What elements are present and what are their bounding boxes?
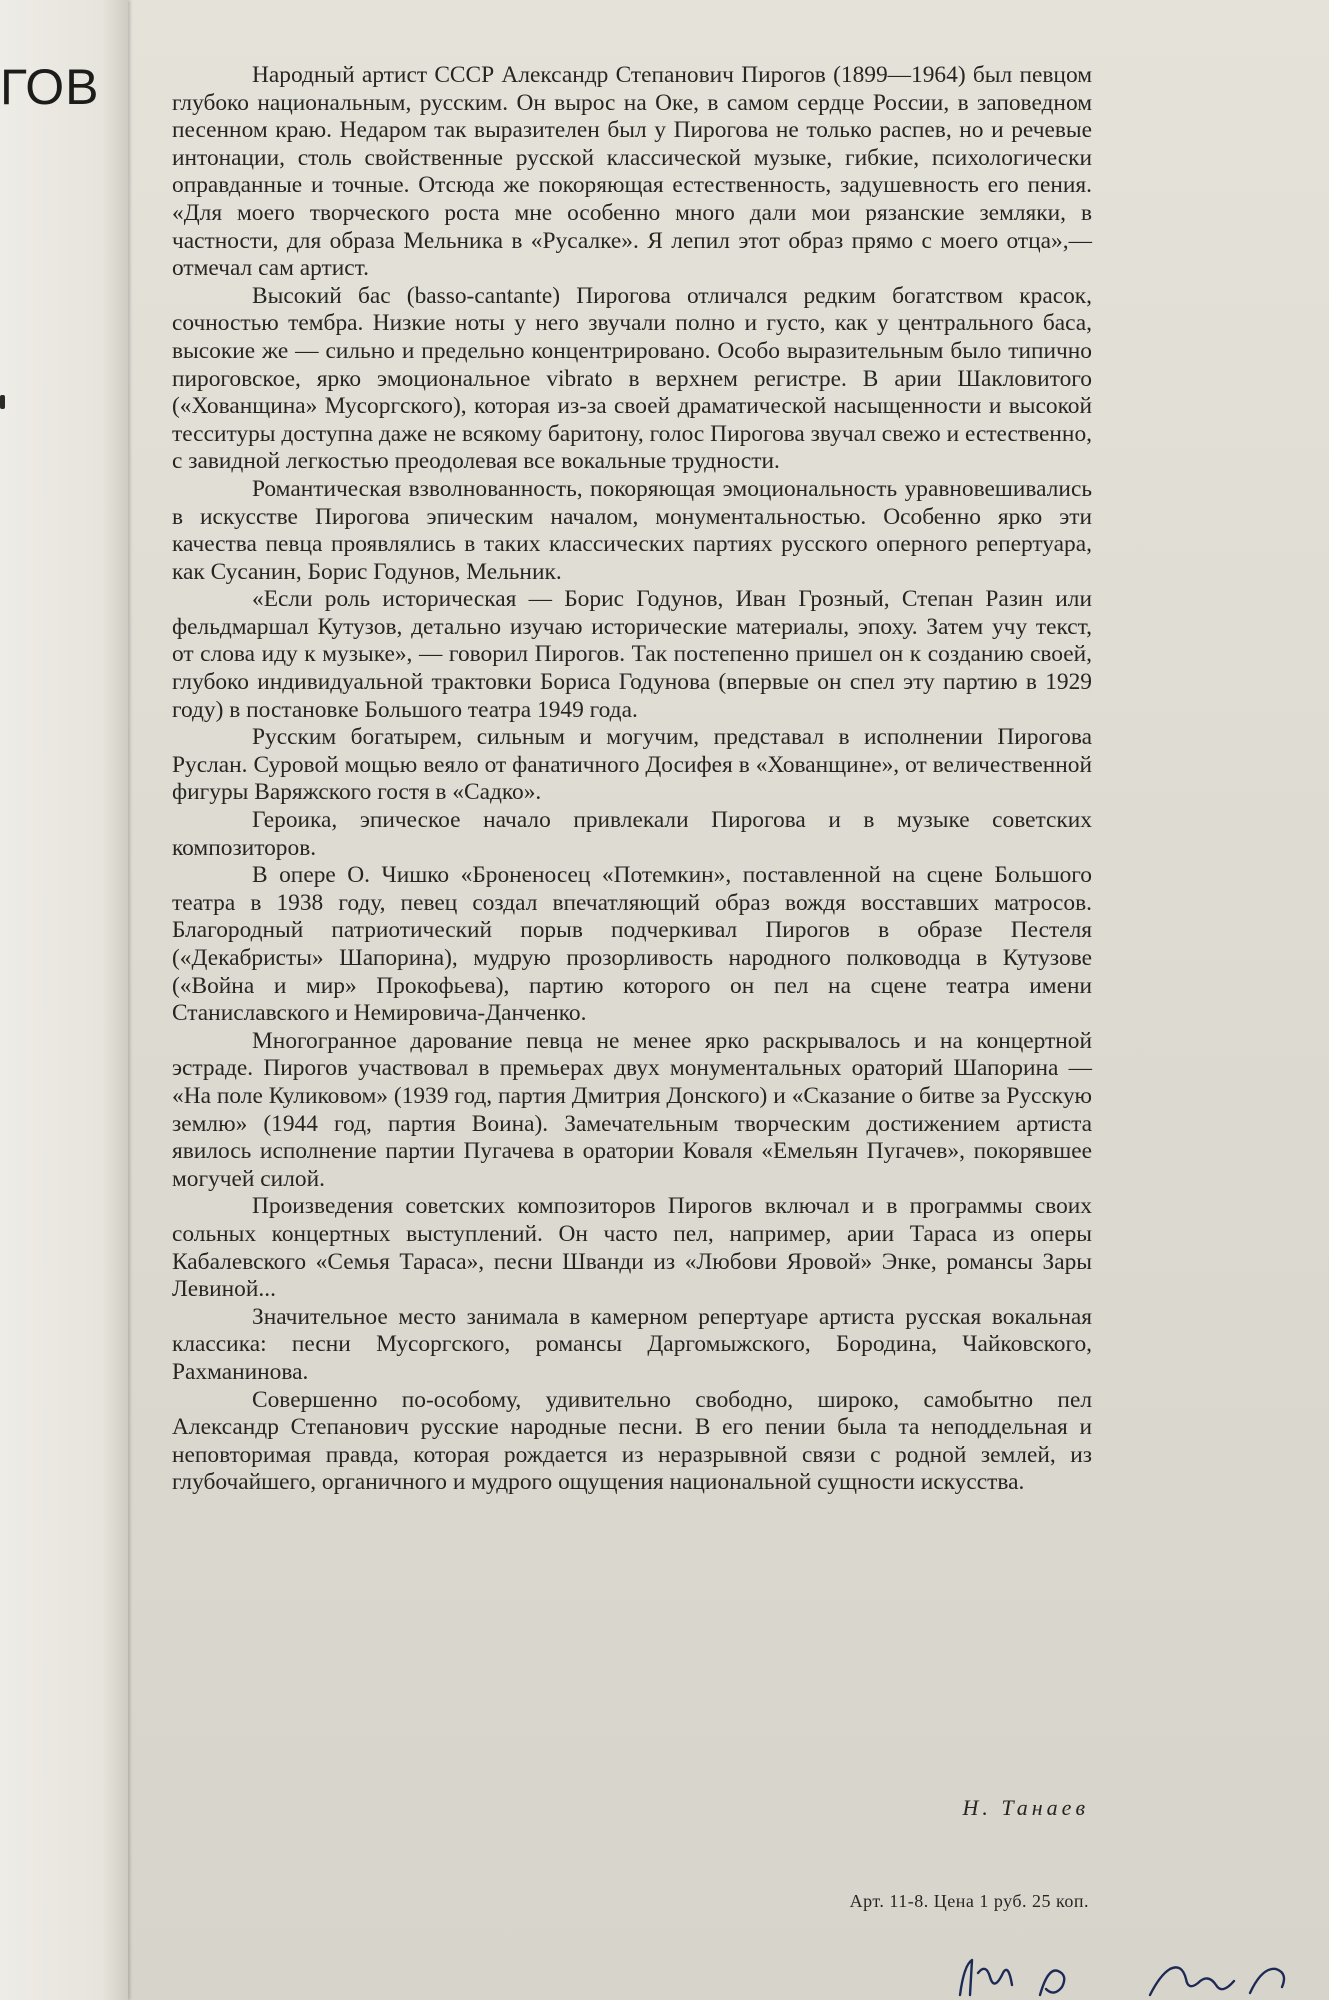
paragraph-4: «Если роль историческая — Борис Годунов, Иван Грозный, Степан Разин или фельдмаршал Кутузов, детально изучаю исторические материалы, эпоху. Затем учу текст, от слова иду к музыке», — говорил Пирогов. Так постепенно пришел он к созданию своей, глубоко индивидуальной трактовки Бориса Годунова (впервые он спел эту партию в 1929 году) в постановке Большого театра 1949 года. — [172, 586, 1092, 723]
paragraph-1: Народный артист СССР Александр Степанович Пирогов (1899—1964) был певцом глубоко национальным, русским. Он вырос на Оке, в самом сердце России, в заповедном песенном краю. Недаром так выразителен был у Пирогова не только распев, но и речевые интонации, столь свойственные русской классической музыке, гибкие, психологически оправданные и точные. Отсюда же покоряющая естественность, задушевность его пения. «Для моего творческого роста мне особенно много дали мои рязанские земляки, в частности, для образа Мельника в «Русалке». Я лепил этот образ прямо с моего отца»,— отмечал сам артист. — [172, 62, 1092, 282]
paragraph-10: Значительное место занимала в камерном репертуаре артиста русская вокальная классика: песни Мусоргского, романсы Даргомыжского, Бородина, Чайковского, Рахманинова. — [172, 1303, 1092, 1385]
paragraph-5: Русским богатырем, сильным и могучим, представал в исполнении Пирогова Руслан. Суровой мощью веяло от фанатичного Досифея в «Хованщине», от величественной фигуры Варяжского гостя в «Садко». — [172, 724, 1092, 806]
handwritten-scribble — [950, 1955, 1329, 2000]
record-sleeve-edge — [0, 0, 128, 2000]
paragraph-9: Произведения советских композиторов Пирогов включал и в программы своих сольных концертных выступлений. Он часто пел, например, арии Тараса из оперы Кабалевского «Семья Тараса», песни Шванди из «Любови Яровой» Энке, романсы Зары Левиной... — [172, 1193, 1092, 1303]
paragraph-2: Высокий бас (basso-cantante) Пирогова отличался редким богатством красок, сочностью тембра. Низкие ноты у него звучали полно и густо, как у центрального баса, высокие же — сильно и предельно концентрировано. Особо выразительным было типично пироговское, ярко эмоциональное vibrato в верхнем регистре. В арии Шакловитого («Хованщина» Мусоргского), которая из-за своей драматической насыщенности и высокой тесситуры доступна даже не всякому баритону, голос Пирогова звучал свежо и естественно, с завидной легкостью преодолевая все вокальные трудности. — [172, 282, 1092, 475]
paragraph-11: Совершенно по-особому, удивительно свободно, широко, самобытно пел Александр Степанович русские народные песни. В его пении была та неподдельная и неповторимая правда, которая рождается из неразрывной связи с родной землей, из глубочайшего, органичного и мудрого ощущения национальной сущности искусства. — [172, 1386, 1092, 1496]
paragraph-6: Героика, эпическое начало привлекали Пирогова и в музыке советских композиторов. — [172, 807, 1092, 861]
paragraph-3: Романтическая взволнованность, покоряющая эмоциональность уравновешивались в искусстве Пирогова эпическим началом, монументальностью. Особенно ярко эти качества певца проявлялись в таких классических партиях русского оперного репертуара, как Сусанин, Борис Годунов, Мельник. — [172, 475, 1092, 585]
cover-mark — [0, 395, 5, 409]
author-signature: Н. Танаев — [962, 1795, 1089, 1820]
article-body — [172, 62, 1092, 1497]
catalog-price-line: Арт. 11-8. Цена 1 руб. 25 коп. — [849, 1891, 1089, 1911]
paragraph-8: Многогранное дарование певца не менее ярко раскрывалось и на концертной эстраде. Пирогов участвовал в премьерах двух монументальных ораторий Шапорина — «На поле Куликовом» (1939 год, партия Дмитрия Донского) и «Сказание о битве за Русскую землю» (1944 год, партия Воина). Замечательным творческим достижением артиста явилось исполнение партии Пугачева в оратории Коваля «Емельян Пугачев», покорявшее могучей силой. — [172, 1027, 1092, 1192]
cover-title-fragment: ГОВ — [0, 59, 100, 115]
paragraph-7: В опере О. Чишко «Броненосец «Потемкин», поставленной на сцене Большого театра в 1938 году, певец создал впечатляющий образ вождя восставших матросов. Благородный патриотический порыв подчеркивал Пирогов в образе Пестеля («Декабристы» Шапорина), мудрую прозорливость народного полководца в Кутузове («Война и мир» Прокофьева), партию которого он пел на сцене театра имени Станиславского и Немировича-Данченко. — [172, 862, 1092, 1027]
